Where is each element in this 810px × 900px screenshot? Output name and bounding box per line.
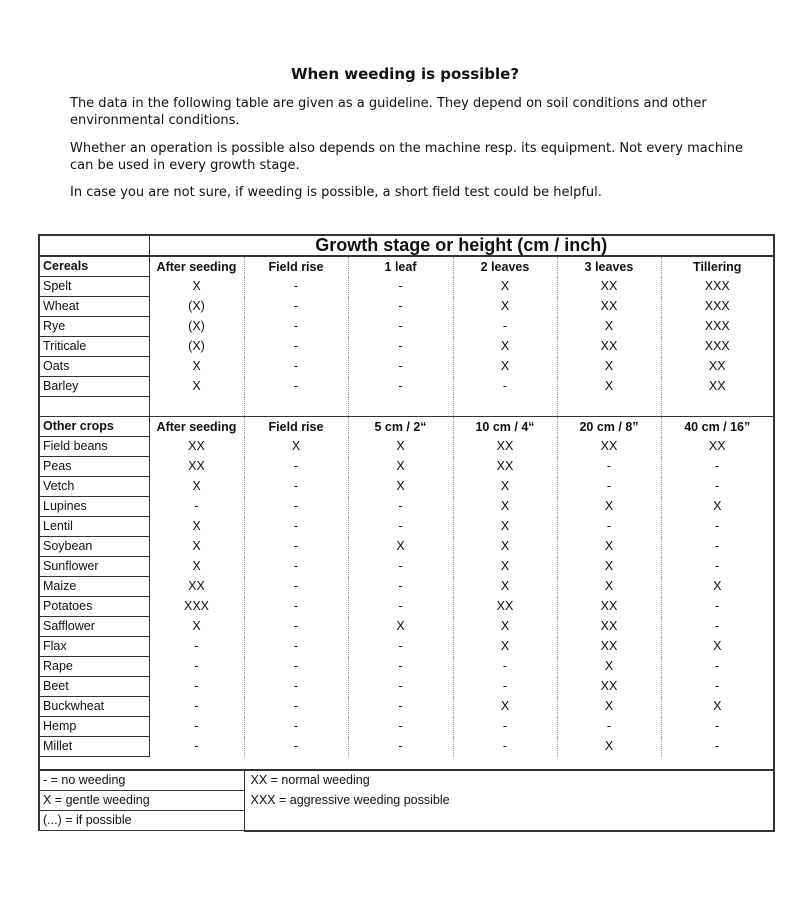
section-label: Cereals bbox=[39, 256, 149, 277]
crop-name: Lentil bbox=[39, 517, 149, 537]
crop-name: Soybean bbox=[39, 537, 149, 557]
column-header: After seeding bbox=[156, 419, 237, 434]
table-cell: - bbox=[194, 739, 199, 753]
crop-name: Rye bbox=[39, 317, 149, 337]
table-cell: X bbox=[661, 577, 774, 597]
table-cell: - bbox=[557, 457, 661, 477]
crop-name: Maize bbox=[39, 577, 149, 597]
table-cell: - bbox=[661, 517, 774, 537]
table-cell: X bbox=[557, 657, 661, 677]
table-cell: - bbox=[244, 297, 348, 317]
crop-name: Buckwheat bbox=[39, 697, 149, 717]
crop-name: Peas bbox=[39, 457, 149, 477]
column-header: After seeding bbox=[156, 259, 237, 274]
table-cell: XX bbox=[557, 437, 661, 457]
column-header: 5 cm / 2“ bbox=[348, 417, 453, 437]
table-cell: - bbox=[661, 737, 774, 757]
table-row bbox=[39, 557, 774, 577]
table-cell: (X) bbox=[188, 299, 205, 313]
table-cell: - bbox=[661, 557, 774, 577]
table-row bbox=[39, 617, 774, 637]
table-row bbox=[39, 277, 774, 297]
table-cell: - bbox=[453, 657, 557, 677]
table-cell: XXX bbox=[661, 337, 774, 357]
table-cell: X bbox=[557, 497, 661, 517]
table-cell: - bbox=[244, 637, 348, 657]
legend-left-item: X = gentle weeding bbox=[39, 791, 244, 811]
table-cell: - bbox=[348, 637, 453, 657]
table-cell: XX bbox=[557, 637, 661, 657]
table-row bbox=[39, 597, 774, 617]
legend-row bbox=[39, 811, 774, 831]
table-cell: - bbox=[244, 457, 348, 477]
table-cell: XX bbox=[188, 579, 205, 593]
table-cell: X bbox=[453, 577, 557, 597]
table-cell: - bbox=[453, 317, 557, 337]
crop-name: Rape bbox=[39, 657, 149, 677]
table-cell: X bbox=[453, 697, 557, 717]
table-row bbox=[39, 717, 774, 737]
table-cell: X bbox=[453, 617, 557, 637]
table-cell: XX bbox=[188, 459, 205, 473]
table-cell: XXX bbox=[183, 599, 209, 613]
stage-heading-blank bbox=[39, 235, 149, 256]
table-body bbox=[39, 235, 774, 831]
table-cell: - bbox=[661, 617, 774, 637]
crop-name: Oats bbox=[39, 357, 149, 377]
table-cell: - bbox=[348, 677, 453, 697]
table-cell: - bbox=[244, 697, 348, 717]
intro-paragraph-1: The data in the following table are given as a guideline. They depend on soil conditions and other environmental conditions. bbox=[70, 96, 707, 128]
section-header-row bbox=[39, 417, 774, 437]
table-cell: X bbox=[453, 497, 557, 517]
crop-name: Lupines bbox=[39, 497, 149, 517]
section-gap bbox=[39, 397, 774, 417]
table-cell: X bbox=[453, 277, 557, 297]
table-cell: X bbox=[192, 359, 201, 373]
table-cell: - bbox=[194, 679, 199, 693]
crop-name: Hemp bbox=[39, 717, 149, 737]
table-cell: - bbox=[244, 497, 348, 517]
legend-left-item: (...) = if possible bbox=[39, 811, 244, 831]
table-cell: - bbox=[661, 457, 774, 477]
table-cell: - bbox=[244, 557, 348, 577]
legend-left-item: - = no weeding bbox=[39, 770, 244, 791]
table-cell: XX bbox=[188, 439, 205, 453]
table-cell: X bbox=[661, 697, 774, 717]
table-cell: - bbox=[194, 719, 199, 733]
table-cell: X bbox=[244, 437, 348, 457]
table-cell: XX bbox=[557, 277, 661, 297]
table-cell: - bbox=[244, 677, 348, 697]
gap-cell bbox=[39, 397, 149, 417]
table-cell: - bbox=[348, 717, 453, 737]
table-row bbox=[39, 457, 774, 477]
column-header: 20 cm / 8” bbox=[557, 417, 661, 437]
gap-cell bbox=[557, 397, 661, 417]
gap-cell bbox=[661, 397, 774, 417]
table-cell: - bbox=[244, 537, 348, 557]
table-cell: X bbox=[348, 457, 453, 477]
crop-name: Spelt bbox=[39, 277, 149, 297]
gap-cell bbox=[453, 397, 557, 417]
table-row bbox=[39, 357, 774, 377]
table-row bbox=[39, 537, 774, 557]
table-cell: - bbox=[348, 577, 453, 597]
table-cell: - bbox=[661, 597, 774, 617]
table-cell: - bbox=[348, 557, 453, 577]
table-cell: X bbox=[348, 617, 453, 637]
table-cell: - bbox=[661, 657, 774, 677]
table-cell: - bbox=[453, 737, 557, 757]
table-cell: - bbox=[194, 699, 199, 713]
legend-right-item: XXX = aggressive weeding possible bbox=[244, 791, 774, 811]
table-cell: - bbox=[661, 677, 774, 697]
weeding-table bbox=[38, 234, 775, 832]
stage-heading: Growth stage or height (cm / inch) bbox=[149, 235, 774, 256]
table-cell: - bbox=[244, 577, 348, 597]
table-row bbox=[39, 497, 774, 517]
column-header: 10 cm / 4“ bbox=[453, 417, 557, 437]
table-cell: XX bbox=[453, 597, 557, 617]
table-cell: X bbox=[557, 737, 661, 757]
table-cell: XXX bbox=[661, 297, 774, 317]
table-cell: - bbox=[244, 277, 348, 297]
table-row bbox=[39, 677, 774, 697]
table-row bbox=[39, 317, 774, 337]
stage-heading-row bbox=[39, 235, 774, 256]
table-cell: X bbox=[557, 317, 661, 337]
column-header: 2 leaves bbox=[453, 256, 557, 277]
table-cell: - bbox=[348, 297, 453, 317]
crop-name: Flax bbox=[39, 637, 149, 657]
crop-name: Triticale bbox=[39, 337, 149, 357]
crop-name: Beet bbox=[39, 677, 149, 697]
table-cell: XX bbox=[453, 457, 557, 477]
table-cell: - bbox=[348, 337, 453, 357]
section-header-row bbox=[39, 256, 774, 277]
crop-name: Field beans bbox=[39, 437, 149, 457]
table-cell: - bbox=[244, 377, 348, 397]
table-cell: - bbox=[661, 717, 774, 737]
table-cell: - bbox=[348, 277, 453, 297]
table-row bbox=[39, 437, 774, 457]
legend-right-item bbox=[244, 811, 774, 831]
table-cell: - bbox=[244, 357, 348, 377]
table-cell: - bbox=[661, 477, 774, 497]
legend-spacer-cell bbox=[39, 757, 774, 771]
table-cell: (X) bbox=[188, 319, 205, 333]
table-cell: - bbox=[348, 657, 453, 677]
table-cell: X bbox=[192, 619, 201, 633]
table-cell: - bbox=[348, 317, 453, 337]
gap-cell bbox=[244, 397, 348, 417]
table-row bbox=[39, 337, 774, 357]
gap-cell bbox=[149, 397, 244, 417]
table-cell: - bbox=[244, 337, 348, 357]
table-cell: XXX bbox=[661, 277, 774, 297]
table-cell: X bbox=[192, 519, 201, 533]
column-header: 1 leaf bbox=[348, 256, 453, 277]
table-cell: X bbox=[192, 279, 201, 293]
table-cell: - bbox=[557, 717, 661, 737]
table-cell: - bbox=[348, 357, 453, 377]
table-cell: X bbox=[192, 379, 201, 393]
table-cell: - bbox=[244, 657, 348, 677]
table-cell: - bbox=[244, 517, 348, 537]
table-cell: - bbox=[244, 617, 348, 637]
table-row bbox=[39, 377, 774, 397]
table-cell: XX bbox=[557, 597, 661, 617]
table-cell: XX bbox=[557, 617, 661, 637]
table-cell: X bbox=[557, 697, 661, 717]
table-cell: X bbox=[557, 557, 661, 577]
column-header: Tillering bbox=[661, 256, 774, 277]
table-row bbox=[39, 477, 774, 497]
table-cell: - bbox=[244, 737, 348, 757]
crop-name: Millet bbox=[39, 737, 149, 757]
table-row bbox=[39, 637, 774, 657]
table-cell: XX bbox=[661, 437, 774, 457]
table-cell: X bbox=[192, 479, 201, 493]
crop-name: Wheat bbox=[39, 297, 149, 317]
table-cell: X bbox=[453, 557, 557, 577]
table-cell: X bbox=[557, 577, 661, 597]
table-cell: X bbox=[348, 437, 453, 457]
table-cell: - bbox=[453, 677, 557, 697]
table-row bbox=[39, 697, 774, 717]
table-cell: X bbox=[453, 337, 557, 357]
table-cell: - bbox=[557, 517, 661, 537]
table-row bbox=[39, 577, 774, 597]
table-cell: XX bbox=[453, 437, 557, 457]
table-cell: X bbox=[557, 377, 661, 397]
table-cell: X bbox=[453, 477, 557, 497]
table-cell: X bbox=[453, 637, 557, 657]
table-cell: XX bbox=[557, 297, 661, 317]
table-cell: XXX bbox=[661, 317, 774, 337]
legend-row bbox=[39, 791, 774, 811]
table-cell: - bbox=[348, 497, 453, 517]
table-cell: - bbox=[348, 597, 453, 617]
table-row bbox=[39, 657, 774, 677]
column-header: Field rise bbox=[244, 417, 348, 437]
table-cell: - bbox=[244, 597, 348, 617]
crop-name: Safflower bbox=[39, 617, 149, 637]
table-cell: - bbox=[348, 377, 453, 397]
table-cell: X bbox=[453, 357, 557, 377]
intro-paragraph-3: In case you are not sure, if weeding is possible, a short field test could be helpful. bbox=[70, 185, 602, 200]
table-cell: X bbox=[348, 477, 453, 497]
table-cell: (X) bbox=[188, 339, 205, 353]
table-cell: X bbox=[557, 537, 661, 557]
table-cell: XX bbox=[661, 357, 774, 377]
crop-name: Sunflower bbox=[39, 557, 149, 577]
table-cell: - bbox=[348, 517, 453, 537]
table-cell: - bbox=[348, 737, 453, 757]
legend-right-item: XX = normal weeding bbox=[244, 770, 774, 791]
table-cell: X bbox=[453, 517, 557, 537]
table-cell: - bbox=[194, 499, 199, 513]
table-cell: - bbox=[557, 477, 661, 497]
table-cell: X bbox=[453, 297, 557, 317]
table-cell: - bbox=[244, 717, 348, 737]
table-cell: - bbox=[194, 659, 199, 673]
column-header: 3 leaves bbox=[557, 256, 661, 277]
table-cell: XX bbox=[557, 337, 661, 357]
table-cell: - bbox=[661, 537, 774, 557]
table-cell: XX bbox=[661, 377, 774, 397]
table-cell: X bbox=[661, 637, 774, 657]
section-label: Other crops bbox=[39, 417, 149, 437]
table-cell: XX bbox=[557, 677, 661, 697]
table-row bbox=[39, 297, 774, 317]
page-title: When weeding is possible? bbox=[290, 65, 520, 83]
legend-spacer bbox=[39, 757, 774, 771]
table-cell: X bbox=[192, 559, 201, 573]
table-cell: - bbox=[244, 477, 348, 497]
table-cell: X bbox=[348, 537, 453, 557]
legend-row bbox=[39, 770, 774, 791]
table-cell: - bbox=[453, 377, 557, 397]
crop-name: Barley bbox=[39, 377, 149, 397]
crop-name: Vetch bbox=[39, 477, 149, 497]
table-cell: - bbox=[348, 697, 453, 717]
gap-cell bbox=[348, 397, 453, 417]
crop-name: Potatoes bbox=[39, 597, 149, 617]
table-cell: X bbox=[192, 539, 201, 553]
table-cell: X bbox=[453, 537, 557, 557]
table-row bbox=[39, 517, 774, 537]
column-header: Field rise bbox=[244, 256, 348, 277]
intro-paragraph-2: Whether an operation is possible also depends on the machine resp. its equipment. Not every machine can be used in every growth stage. bbox=[70, 141, 743, 173]
table-cell: - bbox=[244, 317, 348, 337]
table-cell: X bbox=[661, 497, 774, 517]
table-cell: X bbox=[557, 357, 661, 377]
table-cell: - bbox=[453, 717, 557, 737]
table-cell: - bbox=[194, 639, 199, 653]
column-header: 40 cm / 16” bbox=[661, 417, 774, 437]
table-row bbox=[39, 737, 774, 757]
